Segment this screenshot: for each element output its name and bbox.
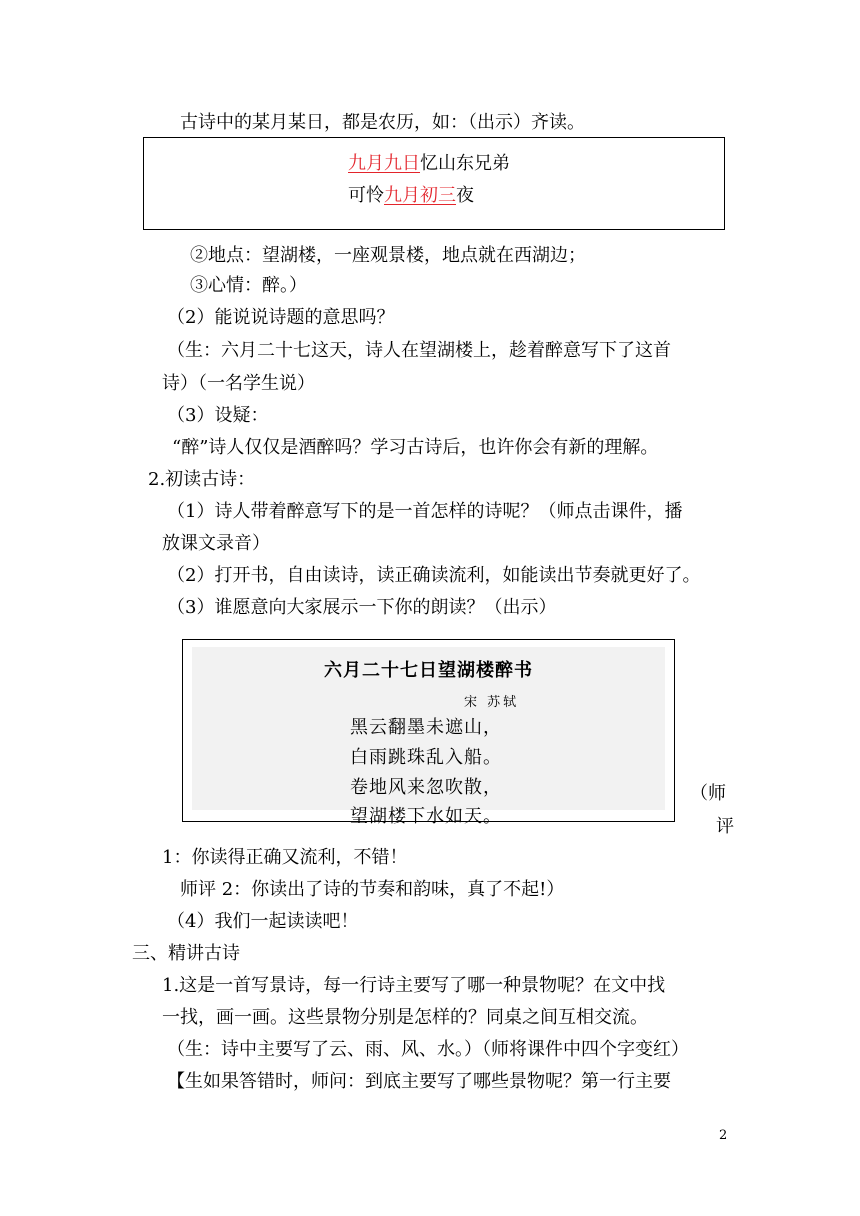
text-line: （2）能说说诗题的意思吗？ bbox=[167, 307, 395, 328]
text-line: （3）谁愿意向大家展示一下你的朗读？（出示） bbox=[167, 597, 557, 618]
highlight-date: 九月初三 bbox=[384, 185, 456, 206]
poem-box bbox=[182, 639, 675, 827]
text-line: （2）打开书，自由读诗，读正确读流利，如能读出节奏就更好了。 bbox=[167, 565, 701, 586]
text-line: （1）诗人带着醉意写下的是一首怎样的诗呢？（师点击课件，播 bbox=[167, 501, 683, 522]
page-number: 2 bbox=[719, 1128, 728, 1143]
text-line: “醉”诗人仅仅是酒醉吗？学习古诗后，也许你会有新的理解。 bbox=[172, 437, 659, 458]
text-line: （4）我们一起读读吧！ bbox=[167, 911, 359, 932]
text-line: 【生如果答错时，师问：到底主要写了哪些景物呢？第一行主要 bbox=[167, 1071, 671, 1092]
text-line: 古诗中的某月某日，都是农历，如：（出示）齐读。 bbox=[180, 112, 585, 133]
text-line: （3）设疑： bbox=[167, 405, 269, 426]
text-line: 放课文录音） bbox=[162, 533, 270, 554]
text-line: 一找，画一画。这些景物分别是怎样的？同桌之间互相交流。 bbox=[162, 1007, 648, 1028]
poem-line: 黑云翻墨未遮山， bbox=[350, 717, 502, 738]
text-line: （生：六月二十七这天，诗人在望湖楼上，趁着醉意写下了这首 bbox=[167, 340, 671, 361]
text-line: ③心情：醉。） bbox=[190, 275, 307, 296]
text-line: 1.这是一首写景诗，每一行诗主要写了哪一种景物呢？在文中找 bbox=[162, 975, 666, 996]
highlight-date: 九月九日 bbox=[348, 153, 420, 174]
text-line: 评 bbox=[716, 816, 732, 837]
poem-title: 六月二十七日望湖楼醉书 bbox=[324, 660, 533, 681]
poem-line: 白雨跳珠乱入船。 bbox=[350, 747, 502, 768]
text-line: （师 bbox=[690, 783, 726, 804]
poem-line: 卷地风来忽吹散， bbox=[350, 777, 502, 798]
text-line: ②地点：望湖楼，一座观景楼，地点就在西湖边； bbox=[190, 245, 586, 266]
example-text: 夜 bbox=[456, 185, 474, 206]
text-line: （生：诗中主要写了云、雨、风、水。）（师将课件中四个字变红） bbox=[167, 1039, 689, 1060]
example-line-2 bbox=[348, 184, 474, 208]
poem-panel bbox=[192, 647, 665, 827]
poem-author: 宋 苏轼 bbox=[464, 695, 520, 710]
example-text: 可怜 bbox=[348, 185, 384, 206]
example-line-1 bbox=[348, 152, 510, 176]
text-line: 师评 2：你读出了诗的节奏和韵味，真了不起!） bbox=[180, 879, 565, 900]
example-text: 忆山东兄弟 bbox=[420, 153, 510, 174]
section-heading: 三、精讲古诗 bbox=[132, 943, 240, 964]
text-line: 1：你读得正确又流利，不错！ bbox=[162, 847, 408, 868]
poem-line: 望湖楼下水如天。 bbox=[350, 806, 502, 827]
example-box bbox=[143, 137, 725, 230]
text-line: 诗）（一名学生说） bbox=[162, 373, 315, 394]
text-line: 2.初读古诗： bbox=[148, 469, 256, 490]
